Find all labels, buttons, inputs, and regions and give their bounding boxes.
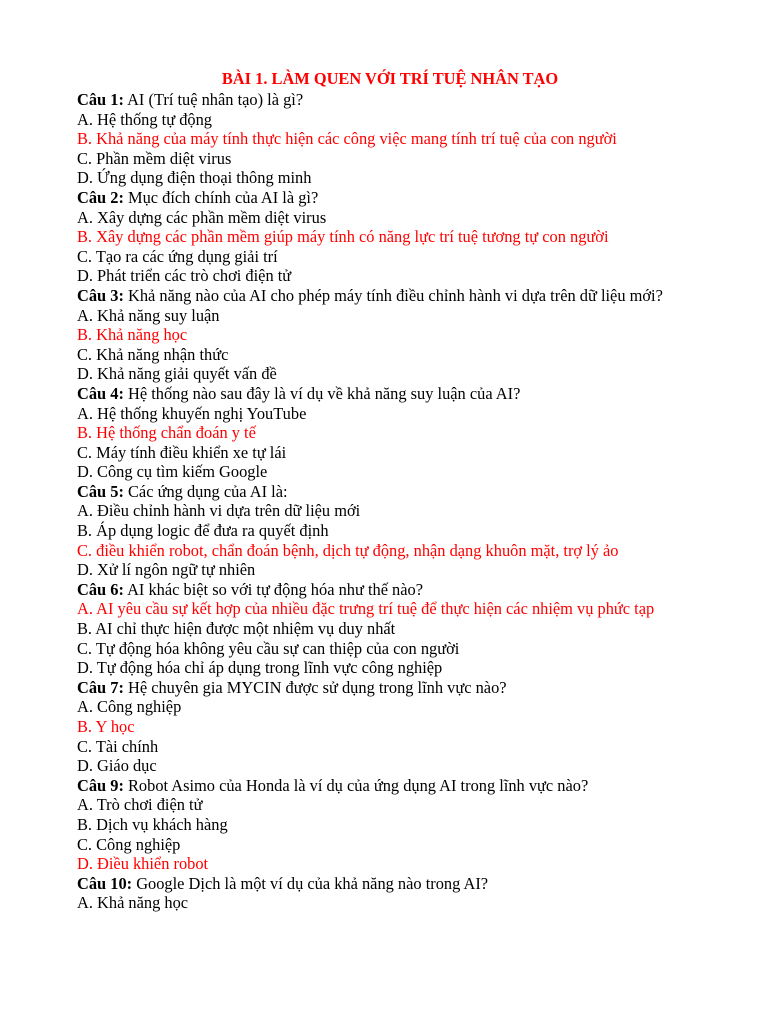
document-page bbox=[77, 66, 697, 913]
question-list bbox=[77, 90, 697, 913]
question-number: Câu 9: bbox=[77, 775, 124, 795]
question-number: Câu 4: bbox=[77, 383, 124, 403]
question-stem: Google Dịch là một ví dụ của khả năng nào trong AI? bbox=[132, 873, 489, 893]
answer-option: D. Công cụ tìm kiếm Google bbox=[77, 462, 268, 482]
answer-option: A. Khả năng suy luận bbox=[77, 305, 220, 325]
answer-option: C. Phần mềm diệt virus bbox=[77, 148, 232, 168]
answer-option: D. Xử lí ngôn ngữ tự nhiên bbox=[77, 560, 256, 580]
answer-option: B. Áp dụng logic để đưa ra quyết định bbox=[77, 521, 329, 541]
question-text bbox=[77, 384, 697, 404]
question-text bbox=[77, 90, 697, 110]
answer-option: C. Khả năng nhận thức bbox=[77, 344, 229, 364]
question-stem: Mục đích chính của AI là gì? bbox=[123, 187, 319, 207]
question-stem: Robot Asimo của Honda là ví dụ của ứng dụng AI trong lĩnh vực nào? bbox=[123, 775, 589, 795]
question-text bbox=[77, 874, 697, 894]
answer-option: D. Phát triển các trò chơi điện tử bbox=[77, 266, 292, 286]
answer-option-correct: A. AI yêu cầu sự kết hợp của nhiều đặc trưng trí tuệ để thực hiện các nhiệm vụ phức tạp bbox=[77, 599, 655, 619]
answer-option: A. Hệ thống khuyến nghị YouTube bbox=[77, 403, 307, 423]
answer-option-correct: B. Xây dựng các phần mềm giúp máy tính có năng lực trí tuệ tương tự con người bbox=[77, 227, 609, 247]
answer-option: A. Điều chỉnh hành vi dựa trên dữ liệu mới bbox=[77, 501, 361, 521]
question-stem: AI (Trí tuệ nhân tạo) là gì? bbox=[123, 90, 304, 109]
answer-option: C. Tài chính bbox=[77, 736, 159, 756]
question-number: Câu 6: bbox=[77, 579, 124, 599]
answer-option: B. AI chỉ thực hiện được một nhiệm vụ duy nhất bbox=[77, 619, 396, 639]
answer-option: D. Khả năng giải quyết vấn đề bbox=[77, 364, 277, 384]
question-stem: AI khác biệt so với tự động hóa như thế nào? bbox=[123, 579, 424, 599]
answer-option: A. Hệ thống tự động bbox=[77, 109, 212, 129]
answer-option-correct: D. Điều khiển robot bbox=[77, 854, 209, 874]
answer-option: C. Công nghiệp bbox=[77, 834, 181, 854]
answer-option: A. Xây dựng các phần mềm diệt virus bbox=[77, 207, 327, 227]
question-text bbox=[77, 286, 697, 306]
answer-option-correct: C. điều khiển robot, chẩn đoán bệnh, dịch tự động, nhận dạng khuôn mặt, trợ lý ảo bbox=[77, 540, 619, 560]
answer-option: D. Ứng dụng điện thoại thông minh bbox=[77, 168, 312, 188]
answer-option: C. Tự động hóa không yêu cầu sự can thiệp của con người bbox=[77, 638, 460, 658]
question-stem: Hệ thống nào sau đây là ví dụ về khả năng suy luận của AI? bbox=[123, 383, 521, 403]
question-number: Câu 5: bbox=[77, 481, 124, 501]
question-number: Câu 2: bbox=[77, 187, 124, 207]
answer-option: C. Máy tính điều khiển xe tự lái bbox=[77, 442, 287, 462]
answer-option: C. Tạo ra các ứng dụng giải trí bbox=[77, 246, 278, 266]
answer-option: A. Trò chơi điện tử bbox=[77, 795, 203, 815]
answer-option: B. Dịch vụ khách hàng bbox=[77, 814, 228, 834]
question-number: Câu 7: bbox=[77, 677, 124, 697]
answer-option: A. Công nghiệp bbox=[77, 697, 182, 717]
answer-option-correct: B. Khả năng học bbox=[77, 325, 188, 345]
question-text bbox=[77, 678, 697, 698]
question-text bbox=[77, 776, 697, 796]
answer-option-correct: B. Hệ thống chẩn đoán y tế bbox=[77, 423, 256, 443]
question-number: Câu 3: bbox=[77, 285, 124, 305]
answer-option: D. Tự động hóa chỉ áp dụng trong lĩnh vực công nghiệp bbox=[77, 658, 443, 678]
question-text bbox=[77, 188, 697, 208]
answer-option: A. Khả năng học bbox=[77, 893, 189, 913]
question-number: Câu 10: bbox=[77, 873, 133, 893]
question-stem: Hệ chuyên gia MYCIN được sử dụng trong lĩnh vực nào? bbox=[123, 677, 507, 697]
question-stem: Các ứng dụng của AI là: bbox=[123, 481, 288, 501]
question-number: Câu 1: bbox=[77, 90, 124, 109]
question-text bbox=[77, 580, 697, 600]
document-title: BÀI 1. LÀM QUEN VỚI TRÍ TUỆ NHÂN TẠO bbox=[221, 69, 559, 88]
answer-option: D. Giáo dục bbox=[77, 756, 157, 776]
question-text bbox=[77, 482, 697, 502]
answer-option-correct: B. Y học bbox=[77, 717, 135, 736]
question-stem: Khả năng nào của AI cho phép máy tính điều chỉnh hành vi dựa trên dữ liệu mới? bbox=[123, 285, 663, 305]
answer-option-correct: B. Khả năng của máy tính thực hiện các công việc mang tính trí tuệ của con người bbox=[77, 129, 617, 149]
